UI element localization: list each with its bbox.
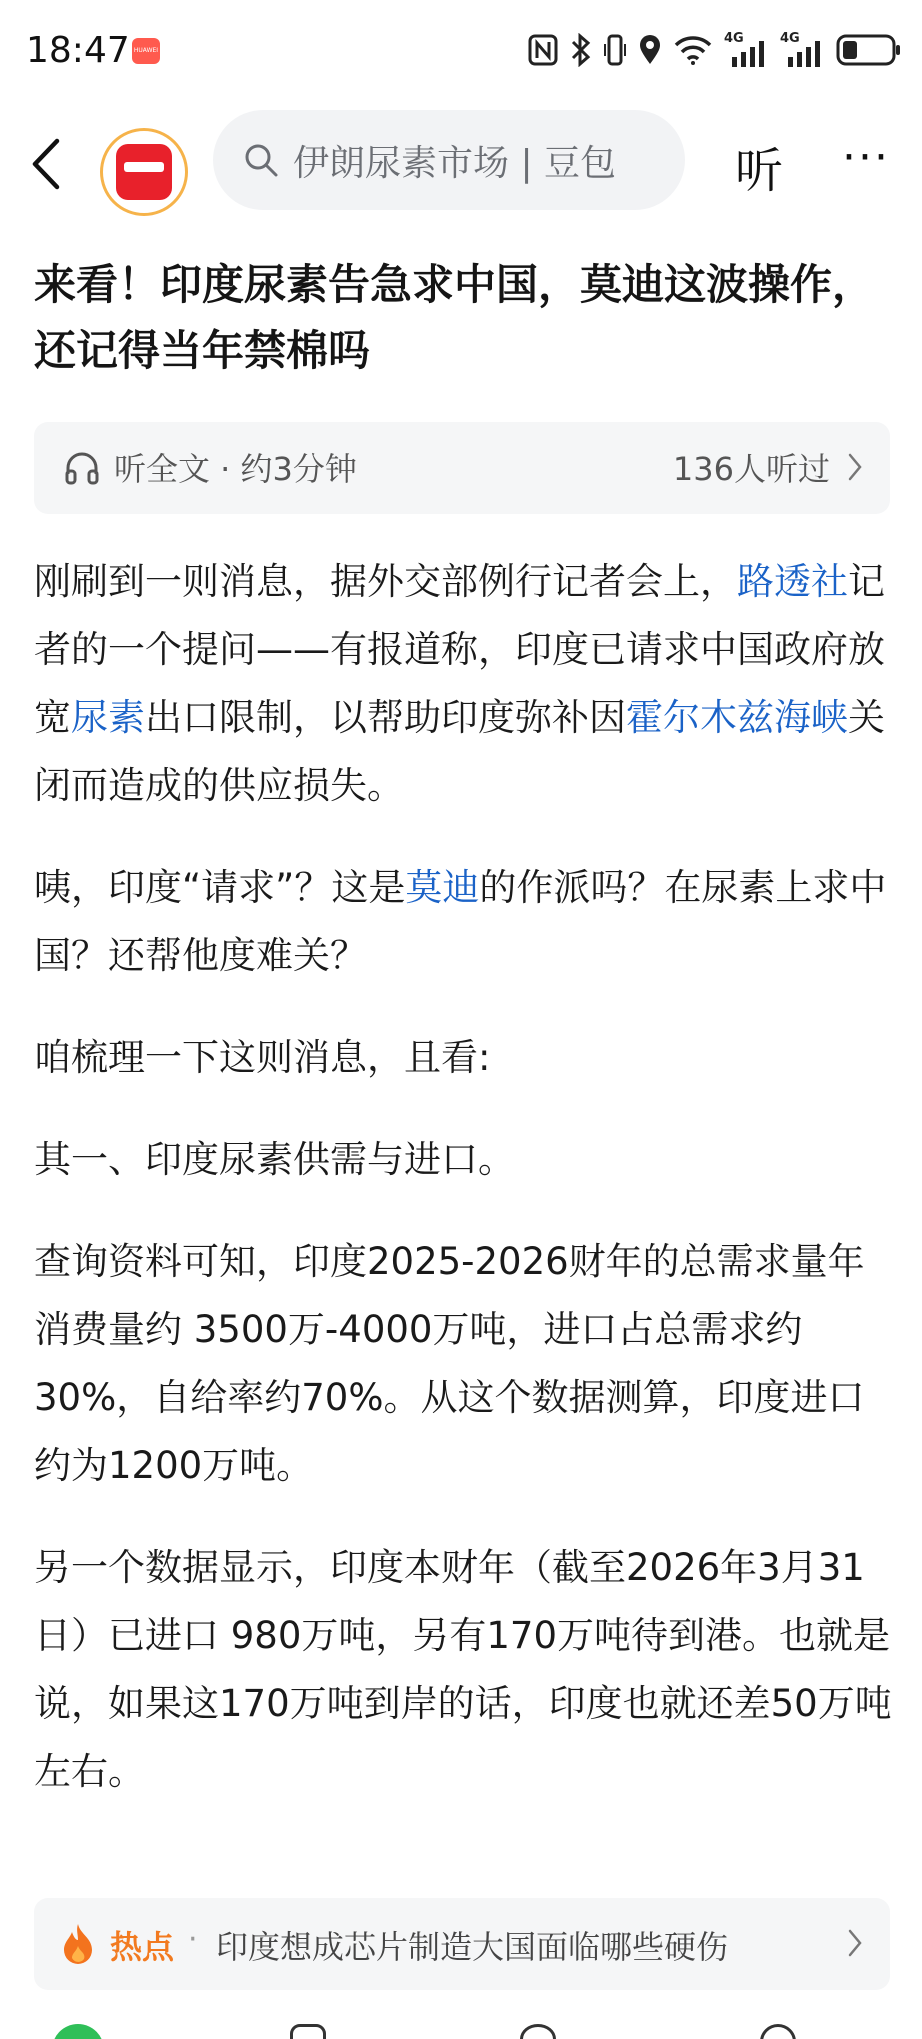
paragraph-3 — [34, 1024, 896, 1092]
comment-icon[interactable] — [290, 2024, 326, 2039]
location-icon — [638, 34, 662, 66]
signal-icon-1 — [730, 41, 768, 67]
signal-2 — [780, 33, 824, 67]
link-modi[interactable]: 莫迪 — [405, 866, 480, 909]
listen-label: 听全文 · 约3分钟 — [114, 450, 357, 488]
bottom-action-bar — [0, 2024, 922, 2039]
more-button[interactable]: ··· — [842, 132, 890, 183]
search-query: 伊朗尿素市场 | 豆包 — [293, 142, 617, 184]
paragraph-text: 出口限制，以帮助印度弥补因 — [145, 696, 626, 739]
listen-full-text-bar[interactable] — [34, 422, 890, 514]
paragraph-text: 关闭而造成的供应损失。 — [34, 696, 885, 807]
search-input[interactable] — [213, 110, 685, 210]
favorite-icon[interactable] — [760, 2024, 796, 2039]
paragraph-text: 咦，印度“请求”？这是 — [34, 866, 406, 909]
paragraph-text: 查询资料可知，印度2025-2026财年的总需求量年消费量约 3500万-4000万吨，进口占总需求约30%，自给率约70%。从这个数据测算，印度进口约为1200万吨。 — [34, 1240, 865, 1487]
paragraph-4 — [34, 1126, 896, 1194]
article-title: 来看！印度尿素告急求中国，莫迪这波操作，还记得当年禁棉吗 — [34, 260, 875, 375]
logo-icon — [116, 144, 172, 200]
share-icon[interactable] — [52, 2024, 104, 2039]
fire-icon — [60, 1922, 96, 1966]
paragraph-2 — [34, 854, 896, 990]
paragraph-text: 刚刷到一则消息，据外交部例行记者会上， — [34, 560, 737, 603]
app-logo[interactable] — [100, 128, 188, 216]
vibrate-icon — [604, 33, 626, 67]
headphone-icon — [64, 450, 100, 486]
paragraph-1 — [34, 548, 896, 820]
listen-button[interactable]: 听 — [735, 143, 784, 199]
chevron-right-icon — [848, 1928, 862, 1958]
app-notification-icon: HUAWEI — [132, 38, 160, 64]
bluetooth-icon — [570, 33, 592, 67]
network-label-1: 4G — [724, 31, 744, 46]
link-hormuz[interactable]: 霍尔木兹海峡 — [626, 696, 848, 739]
hot-label: 热点 — [110, 1928, 175, 1966]
hot-topic-text: 印度想成芯片制造大国面临哪些硬伤 — [216, 1928, 729, 1966]
status-time: 18:47 — [26, 30, 130, 71]
article-body — [34, 548, 896, 1840]
chevron-right-icon — [848, 452, 862, 482]
paragraph-text: 记者的一个提问——有报道称，印度已请求中国政府放宽 — [34, 560, 885, 739]
battery-icon — [836, 33, 902, 67]
network-label-2: 4G — [780, 31, 800, 46]
link-urea[interactable]: 尿素 — [71, 696, 145, 739]
signal-icon-2 — [786, 41, 824, 67]
signal-1 — [724, 33, 768, 67]
paragraph-5 — [34, 1228, 896, 1500]
paragraph-text: 的作派吗？在尿素上求中国？还帮他度难关？ — [34, 866, 887, 977]
like-icon[interactable] — [520, 2024, 556, 2039]
paragraph-6 — [34, 1534, 896, 1806]
link-reuters[interactable]: 路透社 — [737, 560, 848, 603]
wifi-icon — [674, 35, 712, 65]
paragraph-text: 咱梳理一下这则消息，且看: — [34, 1036, 491, 1079]
nav-bar — [0, 104, 922, 222]
back-icon — [31, 138, 61, 190]
hot-separator: · — [188, 1922, 198, 1957]
nfc-icon — [528, 34, 558, 66]
back-button[interactable] — [24, 134, 68, 194]
search-icon — [243, 142, 279, 178]
hot-topic-bar[interactable] — [34, 1898, 890, 1990]
status-bar — [0, 0, 922, 104]
paragraph-text: 另一个数据显示，印度本财年（截至2026年3月31日）已进口 980万吨，另有170万吨待到港。也就是说，如果这170万吨到岸的话，印度也就还差50万吨左右。 — [34, 1546, 892, 1793]
paragraph-text: 其一、印度尿素供需与进口。 — [34, 1138, 515, 1181]
listen-count: 136人听过 — [672, 450, 830, 488]
status-icons — [528, 30, 902, 70]
